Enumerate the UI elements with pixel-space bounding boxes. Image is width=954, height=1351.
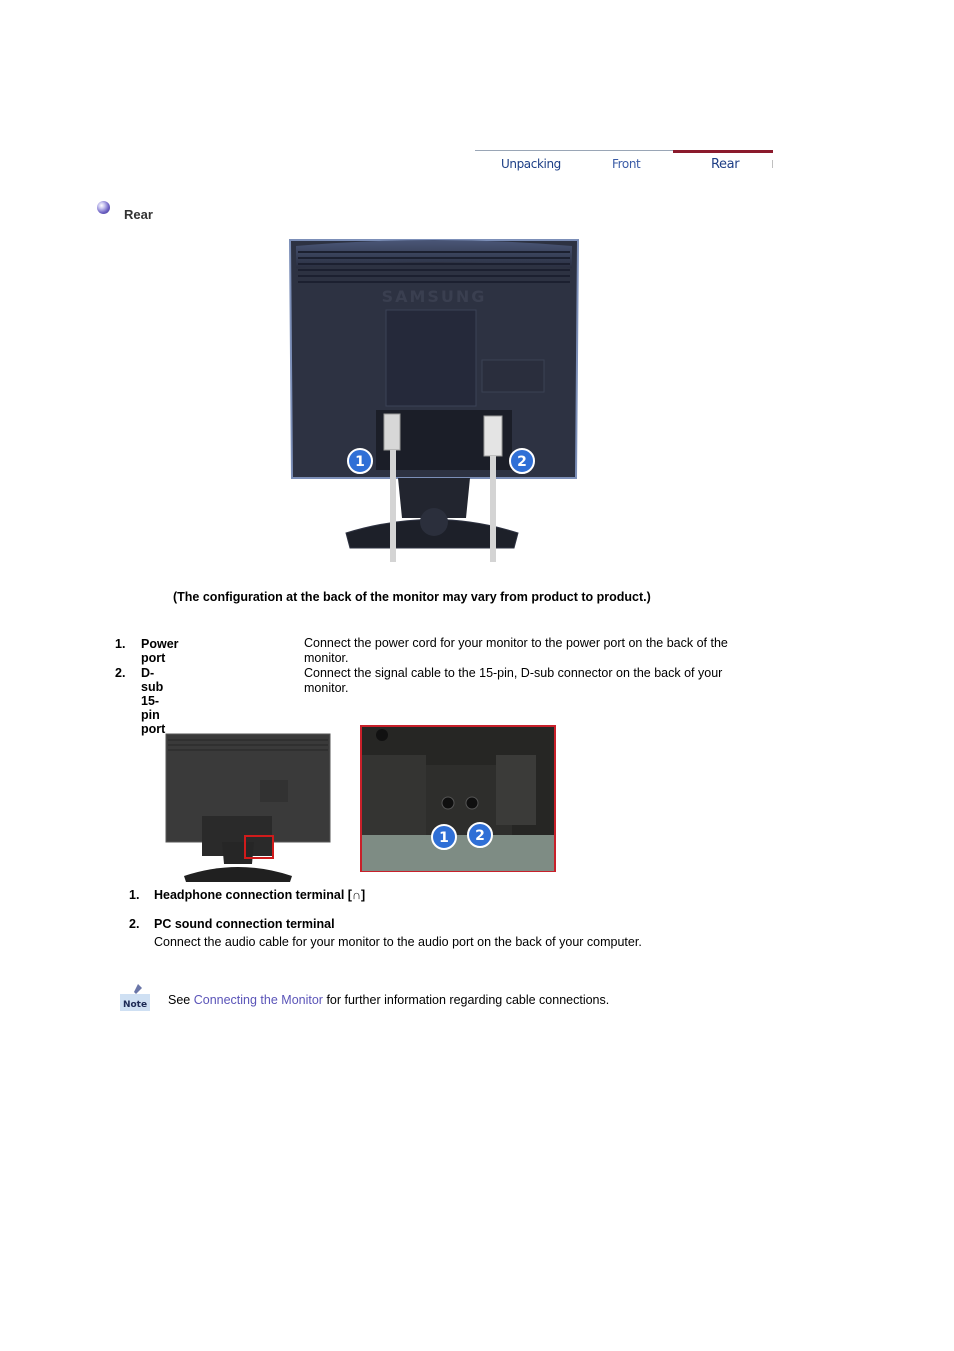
port-description: Connect the power cord for your monitor to the power port on the back of the monitor. — [304, 636, 728, 665]
configuration-caption: (The configuration at the back of the monitor may vary from product to product.) — [173, 590, 651, 604]
port-name: Power port — [141, 637, 179, 665]
callout-1-icon — [348, 449, 372, 473]
port-description: Connect the signal cable to the 15-pin, D-sub connector on the back of your monitor. — [304, 666, 723, 695]
active-tab-indicator — [673, 150, 773, 153]
section-tabs — [475, 150, 773, 176]
list-number: 1. — [115, 637, 126, 651]
connecting-monitor-link[interactable]: Connecting the Monitor — [193, 993, 323, 1007]
port-name: D-sub 15-pin port — [141, 666, 166, 736]
svg-text:1: 1 — [439, 830, 449, 846]
callout-1-icon — [432, 825, 456, 849]
section-title: Rear — [124, 207, 153, 222]
callout-2-icon — [510, 449, 534, 473]
tab-front[interactable]: Front — [612, 157, 641, 171]
terminal-description: Connect the audio cable for your monitor to the audio port on the back of your computer. — [154, 935, 642, 949]
audio-jacks-zoom-photo — [360, 725, 556, 872]
note-suffix: for further information regarding cable connections. — [322, 993, 610, 1007]
list-number: 2. — [129, 917, 140, 931]
monitor-rear-illustration — [288, 238, 580, 564]
terminal-name: PC sound connection terminal — [154, 917, 335, 931]
bullet-orb-icon — [97, 201, 110, 214]
monitor-rear-small-illustration — [142, 730, 332, 885]
tab-unpacking[interactable]: Unpacking — [501, 157, 561, 171]
note-text — [168, 993, 609, 1007]
list-number: 2. — [115, 666, 126, 680]
tab-edge — [772, 160, 773, 168]
svg-text:Note: Note — [122, 1000, 148, 1010]
svg-text:2: 2 — [517, 454, 527, 470]
svg-text:2: 2 — [475, 828, 485, 844]
tab-rule — [475, 150, 673, 151]
note-icon — [120, 982, 150, 1012]
list-number: 1. — [129, 888, 140, 902]
note-prefix: See — [168, 993, 194, 1007]
tab-rear[interactable]: Rear — [711, 157, 740, 172]
terminal-name: Headphone connection terminal [∩] — [154, 888, 366, 902]
svg-text:1: 1 — [355, 454, 365, 470]
callout-2-icon — [468, 823, 492, 847]
brand-embossed-text: SAMSUNG — [381, 287, 487, 306]
